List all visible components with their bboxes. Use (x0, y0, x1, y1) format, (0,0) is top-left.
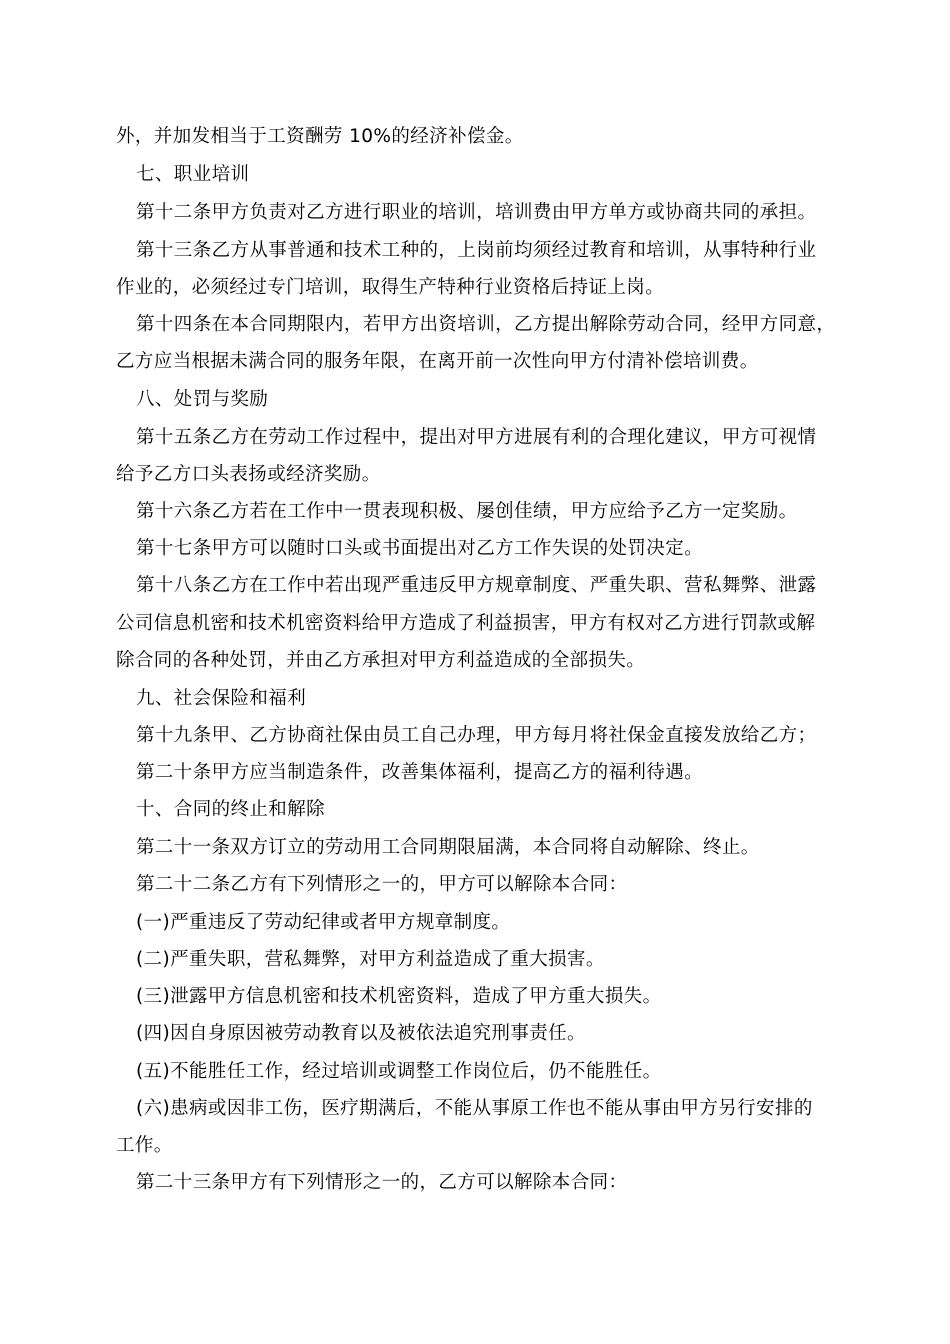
list-item: (六)患病或因非工伤，医疗期满后，不能从事原工作也不能从事由甲方另行安排的 (136, 1098, 813, 1119)
list-item: (五)不能胜任工作，经过培训或调整工作岗位后，仍不能胜任。 (136, 1061, 662, 1082)
paragraph-line: 第十八条乙方在工作中若出现严重违反甲方规章制度、严重失职、营私舞弊、泄露 (136, 575, 817, 596)
paragraph-line: 第十五条乙方在劳动工作过程中，提出对甲方进展有利的合理化建议，甲方可视情 (136, 427, 817, 448)
paragraph-line: 第二十二条乙方有下列情形之一的，甲方可以解除本合同： (136, 874, 628, 895)
paragraph-line: 第十三条乙方从事普通和技术工种的，上岗前均须经过教育和培训，从事特种行业 (136, 240, 817, 261)
paragraph-line: 第十七条甲方可以随时口头或书面提出对乙方工作失误的处罚决定。 (136, 538, 704, 559)
paragraph-line: 公司信息机密和技术机密资料给甲方造成了利益损害，甲方有权对乙方进行罚款或解 (116, 613, 816, 634)
list-item-continuation: 工作。 (116, 1135, 173, 1156)
paragraph-line: 外，并加发相当于工资酬劳 10%的经济补偿金。 (116, 126, 524, 147)
paragraph-line: 第二十条甲方应当制造条件，改善集体福利，提高乙方的福利待遇。 (136, 762, 704, 783)
section-heading: 八、处罚与奖励 (136, 389, 269, 410)
paragraph-line: 第二十一条双方订立的劳动用工合同期限届满，本合同将自动解除、终止。 (136, 837, 760, 858)
paragraph-line: 乙方应当根据未满合同的服务年限，在离开前一次性向甲方付清补偿培训费。 (116, 351, 759, 372)
section-heading: 九、社会保险和福利 (136, 688, 307, 709)
paragraph-line: 给予乙方口头表扬或经济奖励。 (116, 464, 381, 485)
paragraph-line: 第十六条乙方若在工作中一贯表现积极、屡创佳绩，甲方应给予乙方一定奖励。 (136, 501, 798, 522)
list-item: (一)严重违反了劳动纪律或者甲方规章制度。 (136, 912, 511, 933)
paragraph-line: 第二十三条甲方有下列情形之一的，乙方可以解除本合同： (136, 1172, 628, 1193)
list-item: (四)因自身原因被劳动教育以及被依法追究刑事责任。 (136, 1023, 586, 1044)
paragraph-line: 第十四条在本合同期限内，若甲方出资培训，乙方提出解除劳动合同，经甲方同意， (136, 314, 836, 335)
list-item: (二)严重失职，营私舞弊，对甲方利益造成了重大损害。 (136, 949, 605, 970)
section-heading: 七、职业培训 (136, 164, 250, 185)
paragraph-line: 第十二条甲方负责对乙方进行职业的培训，培训费由甲方单方或协商共同的承担。 (136, 202, 817, 223)
list-item: (三)泄露甲方信息机密和技术机密资料，造成了甲方重大损失。 (136, 986, 662, 1007)
section-heading: 十、合同的终止和解除 (136, 799, 326, 820)
paragraph-line: 第十九条甲、乙方协商社保由员工自己办理，甲方每月将社保金直接发放给乙方； (136, 725, 817, 746)
paragraph-line: 作业的，必须经过专门培训，取得生产特种行业资格后持证上岗。 (116, 277, 665, 298)
paragraph-line: 除合同的各种处罚，并由乙方承担对甲方利益造成的全部损失。 (116, 650, 646, 671)
